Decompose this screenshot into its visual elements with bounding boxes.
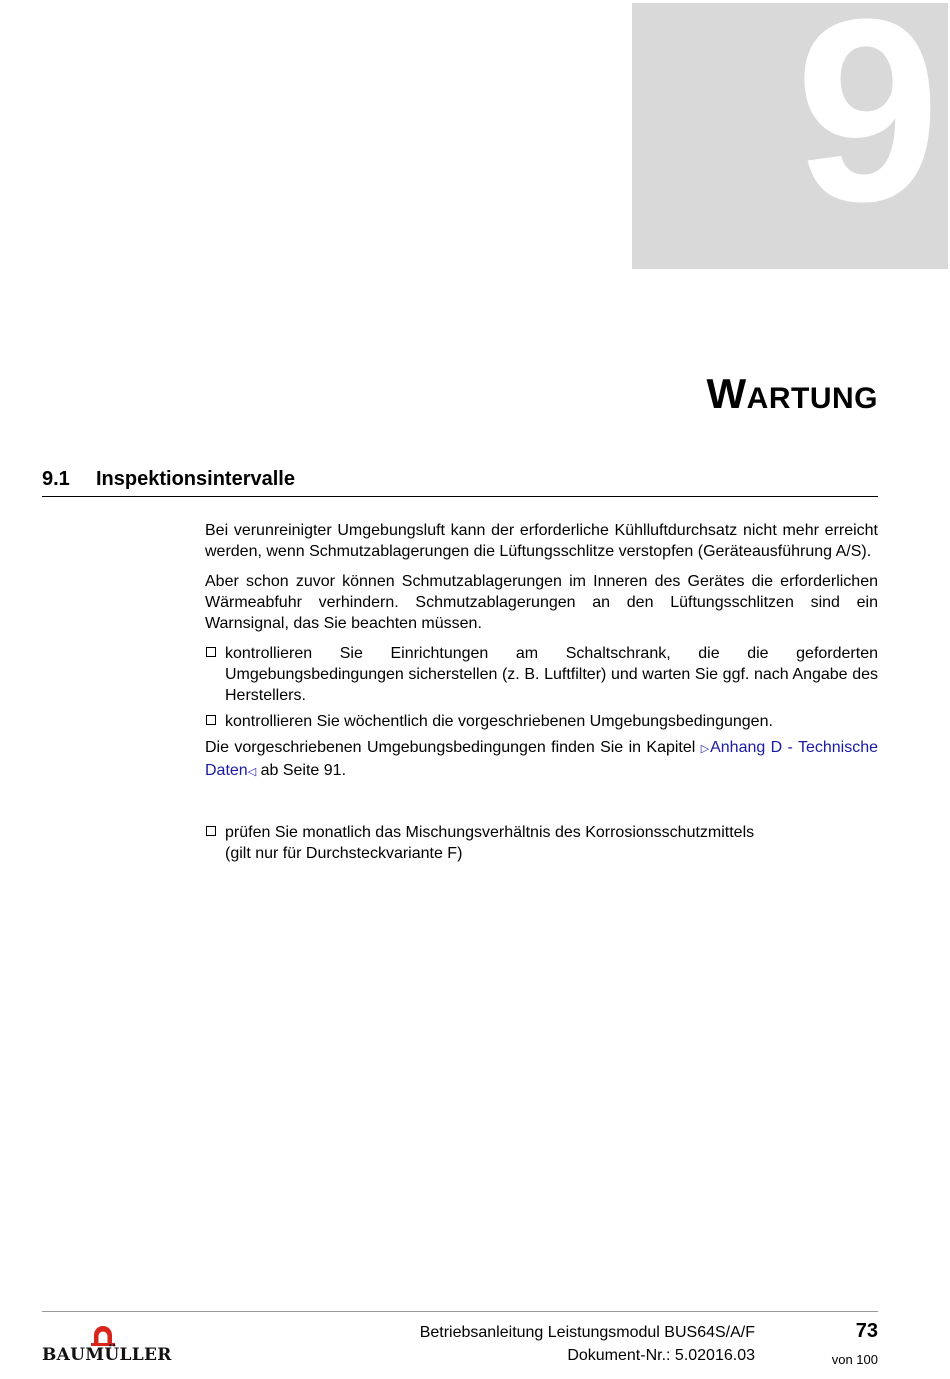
document-title: Betriebsanleitung Leistungsmodul BUS64S/A/F <box>419 1324 755 1341</box>
list-item <box>205 643 878 706</box>
brand-name: BAUMÜLLER <box>42 1345 172 1365</box>
list-item-text: kontrollieren Sie wöchentlich die vorgeschriebenen Umgebungsbedingungen. <box>225 713 773 730</box>
link-start-triangle-icon: ▷ <box>700 743 711 755</box>
list-item-note: (gilt nur für Durchsteckvariante F) <box>225 845 463 862</box>
section-title: Inspektionsintervalle <box>96 468 295 490</box>
list-item-text: prüfen Sie monatlich das Mischungsverhältnis des Korrosionsschutzmittels <box>225 824 755 841</box>
list-item-text: kontrollieren Sie Einrichtungen am Schaltschrank, die die geforderten Umgebungsbedingungen sicherstellen (z. B. Luftfilter) und warten Sie ggf. nach Angabe des Herstellers. <box>225 645 878 704</box>
chapter-number-box <box>632 3 948 269</box>
appendix-link[interactable]: Anhang D - Technische Daten <box>205 739 879 779</box>
footer-divider <box>42 1311 878 1312</box>
footer-document-info <box>420 1321 755 1367</box>
chapter-number: 9 <box>795 3 940 256</box>
document-number: Dokument-Nr.: 5.02016.03 <box>567 1347 755 1364</box>
checkbox-square-icon <box>206 715 216 725</box>
section-heading <box>42 468 878 497</box>
chapter-title-initial: W <box>706 370 747 417</box>
main-content <box>205 520 878 869</box>
reference-prefix: Die vorgeschriebenen Umgebungsbedingungen finden Sie in Kapitel <box>205 739 701 756</box>
section-number: 9.1 <box>42 468 70 490</box>
checkbox-square-icon <box>206 826 216 836</box>
paragraph-contamination: Bei verunreinigter Umgebungsluft kann der erforderliche Kühlluftdurchsatz nicht mehr erreicht werden, wenn Schmutzablagerungen die Lüftungsschlitze verstopfen (Geräteausführung A/S). <box>205 522 878 560</box>
link-end-triangle-icon: ◁ <box>247 766 257 778</box>
chapter-title-rest: ARTUNG <box>746 382 878 415</box>
page-total: von 100 <box>831 1352 878 1367</box>
baumueller-logo <box>42 1325 172 1365</box>
checkbox-square-icon <box>206 647 216 657</box>
page-number: 73 <box>855 1320 878 1342</box>
paragraph-warning: Aber schon zuvor können Schmutzablagerungen im Inneren des Gerätes die erforderlichen Wärmeabfuhr verhindern. Schmutzablagerungen an den Lüftungsschlitzen sind ein Warnsignal, das Sie beachten müssen. <box>205 573 878 632</box>
chapter-title <box>707 370 878 418</box>
reference-suffix: ab Seite 91. <box>256 762 347 779</box>
list-item <box>205 822 878 864</box>
logo-mark-icon <box>42 1325 164 1347</box>
paragraph-reference <box>205 737 878 783</box>
list-item <box>205 711 878 732</box>
